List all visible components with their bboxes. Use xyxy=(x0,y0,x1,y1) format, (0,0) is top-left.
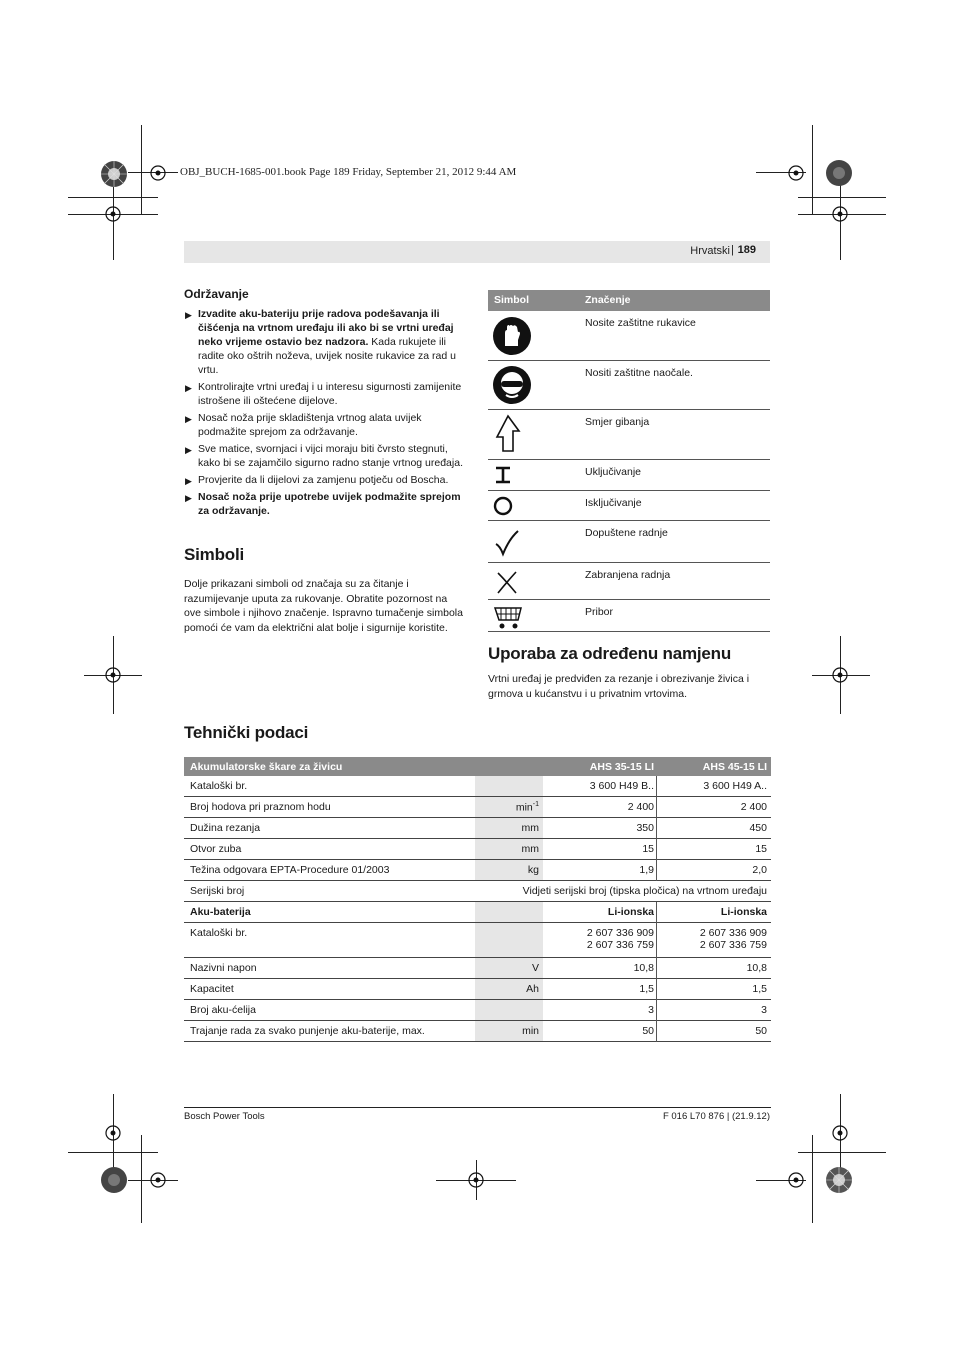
unit: Ah xyxy=(526,983,539,995)
value-model2: Li-ionska xyxy=(720,906,767,918)
table-row xyxy=(184,979,771,1000)
list-item xyxy=(184,490,467,518)
list-item xyxy=(184,380,467,408)
crosshair-icon xyxy=(101,1121,125,1145)
symbol-meaning: Dopuštene radnje xyxy=(585,527,668,539)
value-model1: Li-ionska xyxy=(607,906,654,918)
item-text: Nosač noža prije skladištenja vrtnog alata uvijek podmažite sprejom za održavanje. xyxy=(198,412,422,438)
row-label: Otvor zuba xyxy=(190,843,242,855)
table-row xyxy=(184,1021,771,1042)
list-item xyxy=(184,442,467,470)
registration-target-icon xyxy=(99,1165,129,1195)
table-row xyxy=(488,361,770,410)
value-model1-alt: 2 607 336 759 xyxy=(586,939,654,951)
unit: mm xyxy=(521,822,539,834)
row-label: Broj hodova pri praznom hodu xyxy=(190,801,331,813)
crosshair-icon xyxy=(146,1168,170,1192)
table-row xyxy=(488,410,770,460)
row-label: Kataloški br. xyxy=(190,780,248,792)
symbol-meaning: Smjer gibanja xyxy=(585,416,650,428)
bullet-arrow-icon: ▶ xyxy=(185,476,192,486)
symbols-heading: Simboli xyxy=(184,545,244,564)
intended-use-section xyxy=(488,644,770,701)
value-model1: 2 400 xyxy=(627,801,654,813)
crosshair-icon xyxy=(828,1121,852,1145)
value-model2: 3 xyxy=(761,1004,767,1016)
accessory-cart-icon xyxy=(492,603,526,631)
symbols-section xyxy=(184,545,467,635)
row-label: Kapacitet xyxy=(190,983,234,995)
table-row xyxy=(184,958,771,979)
table-row xyxy=(488,311,770,361)
value-model2: 450 xyxy=(749,822,767,834)
crosshair-icon xyxy=(146,161,170,185)
footer-brand: Bosch Power Tools xyxy=(184,1111,265,1122)
symbols-intro: Dolje prikazani simboli od značaja su za čitanje i razumijevanje uputa za rukovanje. Obratite pozornost na ove simbole i njihovo značenje. Ispravno tumačenje simbola pomoći će vam da električni alat bolje i sigurnije koristite. xyxy=(184,578,463,634)
book-info-line: OBJ_BUCH-1685-001.book Page 189 Friday, September 21, 2012 9:44 AM xyxy=(180,166,517,178)
bullet-arrow-icon: ▶ xyxy=(185,414,192,424)
header-language: Hrvatski xyxy=(690,245,730,257)
crosshair-icon xyxy=(464,1168,488,1192)
item-text: Kontrolirajte vrtni uređaj i u interesu sigurnosti zamijenite istrošene ili oštećene dijelove. xyxy=(198,381,462,407)
crosshair-icon xyxy=(828,202,852,226)
maintenance-section xyxy=(184,287,467,521)
symbol-meaning: Isključivanje xyxy=(585,497,642,509)
list-item xyxy=(184,411,467,439)
item-text: Sve matice, svornjaci i vijci moraju biti čvrsto stegnuti, kako bi se zajamčilo sigurno radno stanje vrtnog uređaja. xyxy=(198,443,463,469)
item-text: Kada rukujete ili radite oko oštrih noževa, uvijek nosite rukavice za rad u vrtu. xyxy=(198,336,456,376)
registration-target-icon xyxy=(99,159,129,189)
bullet-arrow-icon: ▶ xyxy=(185,445,192,455)
row-label: Težina odgovara EPTA-Procedure 01/2003 xyxy=(190,864,390,876)
table-row xyxy=(488,521,770,563)
row-label: Serijski broj xyxy=(190,885,245,897)
crosshair-icon xyxy=(101,202,125,226)
gloves-icon xyxy=(492,316,532,356)
header-separator: | xyxy=(731,244,734,256)
unit: $\min^{-1}$ xyxy=(515,801,539,814)
value-model1: 2 607 336 909 xyxy=(586,927,654,939)
unit: min xyxy=(522,1025,539,1037)
tech-heading: Tehnički podaci xyxy=(184,723,309,742)
table-row xyxy=(184,860,771,881)
value-model1: 10,8 xyxy=(633,962,654,974)
value-model2: 3 600 H49 A.. xyxy=(703,780,767,792)
row-label: Nazivni napon xyxy=(190,962,257,974)
item-text: Provjerite da li dijelovi za zamjenu potječu od Boscha. xyxy=(198,474,449,486)
unit: kg xyxy=(527,864,539,876)
unit: mm xyxy=(521,843,539,855)
checkmark-icon xyxy=(492,527,522,557)
symbol-meaning: Zabranjena radnja xyxy=(585,569,671,581)
value-model1: 50 xyxy=(642,1025,654,1037)
tech-table-header xyxy=(184,757,771,776)
registration-target-icon xyxy=(824,158,854,188)
col-symbol: Simbol xyxy=(494,294,530,306)
crosshair-icon xyxy=(784,1168,808,1192)
unit: V xyxy=(531,962,539,974)
table-row xyxy=(184,797,771,818)
registration-target-icon xyxy=(824,1165,854,1195)
row-label: Dužina rezanja xyxy=(190,822,261,834)
value-model2-alt: 2 607 336 759 xyxy=(699,939,767,951)
table-row xyxy=(184,776,771,797)
list-item xyxy=(184,473,467,487)
row-label: Trajanje rada za svako punjenje aku-baterije, max. xyxy=(190,1025,425,1037)
value-model1: 3 600 H49 B.. xyxy=(589,780,654,792)
value-model1: 15 xyxy=(642,843,654,855)
crosshair-icon xyxy=(101,663,125,687)
power-on-icon xyxy=(492,464,516,486)
table-row xyxy=(184,923,771,958)
value-model2: 10,8 xyxy=(746,962,767,974)
value-model2: 2 400 xyxy=(740,801,767,813)
bullet-arrow-icon: ▶ xyxy=(185,383,192,393)
value-model2: 50 xyxy=(755,1025,767,1037)
table-row xyxy=(184,839,771,860)
symbol-meaning: Nosite zaštitne rukavice xyxy=(585,317,696,329)
list-item xyxy=(184,307,467,377)
row-label: Aku-baterija xyxy=(190,906,251,918)
item-bold-text: Izvadite aku-bateriju prije radova podešavanja ili čišćenja na vrtnom uređaju ili ako bi se vrtni uređaj neko vrijeme ostavio bez nadzora. xyxy=(198,308,454,348)
value-model1: 350 xyxy=(636,822,654,834)
value-model2: 2 607 336 909 xyxy=(699,927,767,939)
item-bold-text: Nosač noža prije upotrebe uvijek podmažite sprejom za održavanje. xyxy=(198,491,461,517)
intended-use-body: Vrtni uređaj je predviđen za rezanje i obrezivanje živica i grmova u kućanstvu i u privatnim vrtovima. xyxy=(488,673,750,700)
cross-icon xyxy=(492,567,522,597)
table-row xyxy=(184,881,771,902)
page-header xyxy=(184,241,770,263)
footer-doc-number: F 016 L70 876 | (21.9.12) xyxy=(662,1111,770,1122)
symbol-meaning: Uključivanje xyxy=(585,466,642,478)
bullet-arrow-icon: ▶ xyxy=(185,310,192,320)
header-product: Akumulatorske škare za živicu xyxy=(190,761,343,773)
value-model1: 3 xyxy=(648,1004,654,1016)
table-row xyxy=(488,491,770,521)
value-model2: 1,5 xyxy=(752,983,767,995)
bullet-arrow-icon: ▶ xyxy=(185,493,192,503)
value-model1: 1,9 xyxy=(639,864,654,876)
table-row xyxy=(488,460,770,491)
table-row xyxy=(488,600,770,632)
page-number: 189 xyxy=(737,244,756,256)
symbols-table-header xyxy=(488,290,770,311)
value-model2: 2,0 xyxy=(752,864,767,876)
table-row xyxy=(488,563,770,600)
footer-rule xyxy=(184,1107,771,1108)
row-label: Broj aku-ćelija xyxy=(190,1004,256,1016)
row-label: Kataloški br. xyxy=(190,927,248,939)
goggles-icon xyxy=(492,365,532,405)
power-off-icon xyxy=(492,494,516,518)
table-row xyxy=(184,1000,771,1021)
header-model1: AHS 35-15 LI xyxy=(589,761,654,773)
table-row xyxy=(184,902,771,923)
crosshair-icon xyxy=(828,663,852,687)
table-row xyxy=(184,818,771,839)
crosshair-icon xyxy=(784,161,808,185)
symbol-meaning: Nositi zaštitne naočale. xyxy=(585,367,693,379)
maintenance-list xyxy=(184,307,467,518)
value-model2: 15 xyxy=(755,843,767,855)
direction-arrow-icon xyxy=(492,413,524,455)
intended-use-heading: Uporaba za određenu namjenu xyxy=(488,644,732,663)
maintenance-title: Održavanje xyxy=(184,287,249,301)
col-meaning: Značenje xyxy=(585,294,631,306)
symbol-meaning: Pribor xyxy=(585,606,614,618)
value-span: Vidjeti serijski broj (tipska pločica) na vrtnom uređaju xyxy=(522,885,767,897)
header-model2: AHS 45-15 LI xyxy=(702,761,767,773)
value-model1: 1,5 xyxy=(639,983,654,995)
